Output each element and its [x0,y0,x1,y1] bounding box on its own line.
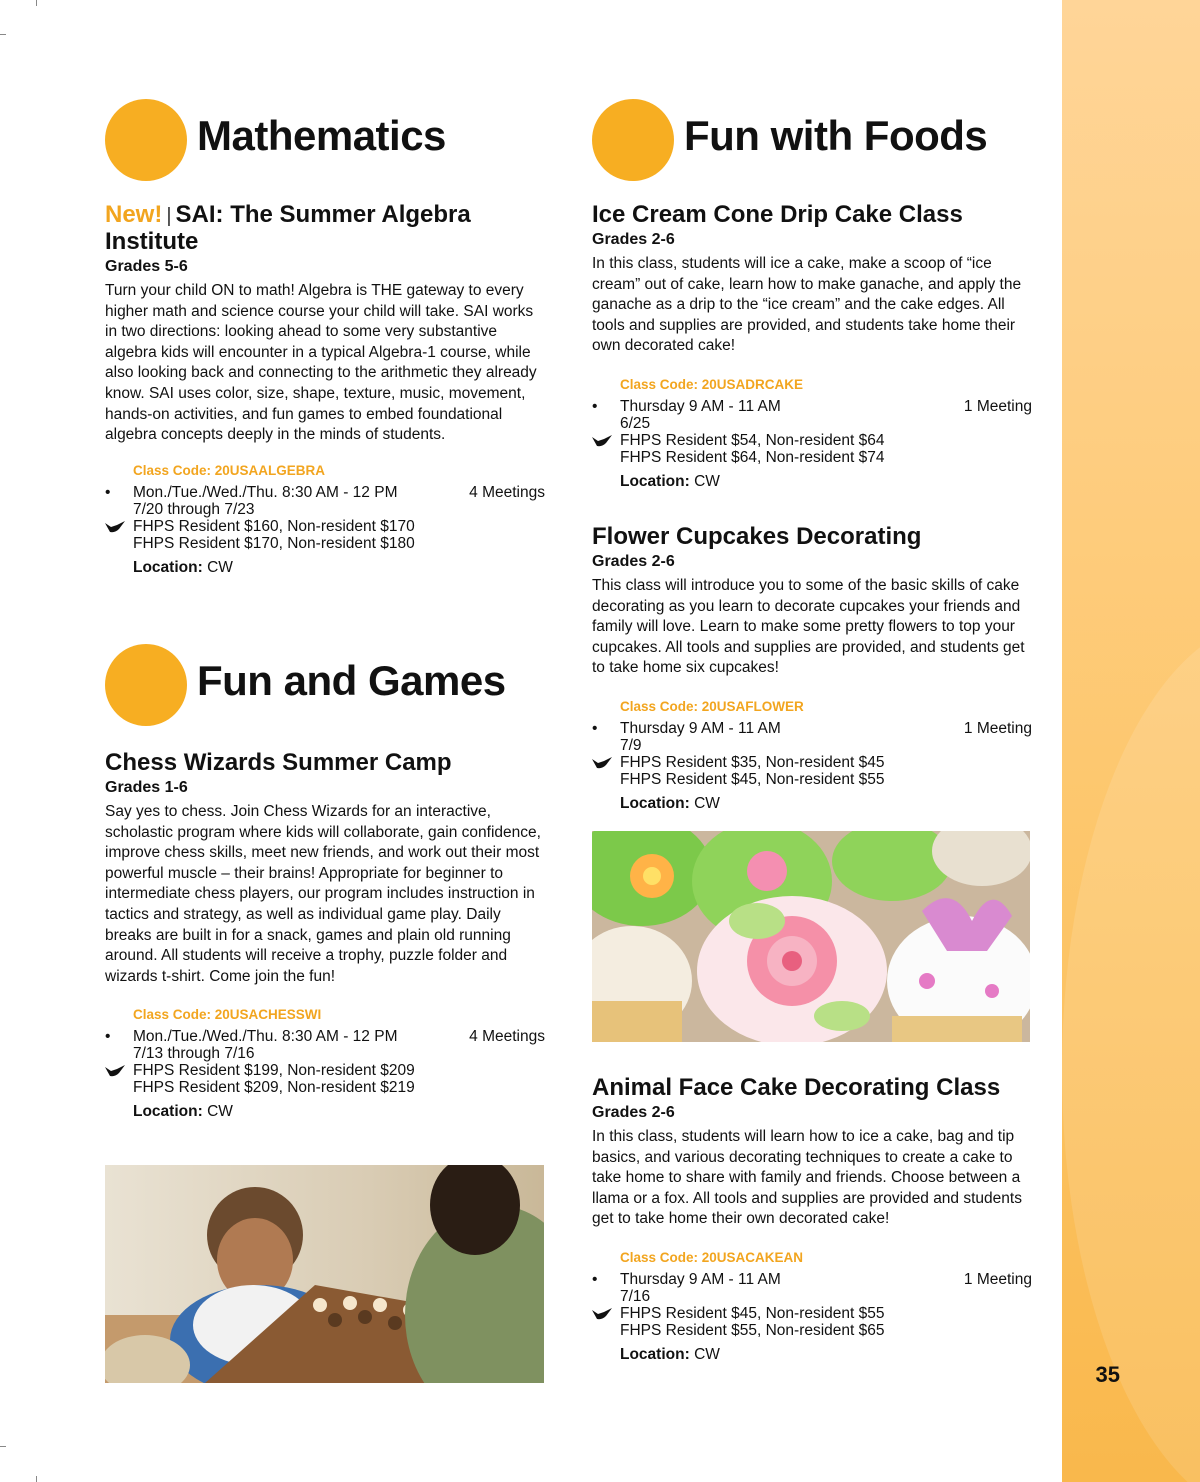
crop-mark [36,0,37,6]
section-header-fun-and-games [105,644,545,728]
bullet-icon: • [592,397,598,415]
section-circle-icon [105,644,187,726]
bullet-icon: • [592,1270,598,1288]
fee-early: FHPS Resident $160, Non-resident $170 [133,517,415,535]
fee-early-row [133,1062,545,1079]
fee-early-row [620,1305,1032,1322]
course-description: In this class, students will ice a cake, make a scoop of “ice cream” out of cake, learn how to make ganache, and apply the ganache as a drip to the “ice cream” and the cake edges. All tools and supplies are provided, and students take home their own decorated cake! [592,255,1022,355]
meetings: 1 Meeting [963,719,1032,737]
meetings: 1 Meeting [963,1270,1032,1288]
section-header-fun-with-foods [592,99,1032,183]
fee-regular: FHPS Resident $209, Non-resident $219 [133,1079,415,1097]
title-separator: | [166,205,172,227]
fee-early-row [620,754,1032,771]
location-row [133,559,545,577]
course-sai [105,202,545,577]
fee-regular: FHPS Resident $170, Non-resident $180 [133,534,415,552]
schedule-row [105,483,545,501]
crop-mark [36,1476,37,1482]
dates-row: 7/13 through 7/16 [133,1045,255,1063]
schedule-row [592,1270,1032,1288]
fee-early: FHPS Resident $35, Non-resident $45 [620,753,885,771]
course-info [592,376,1032,491]
dates-row: 6/25 [620,414,651,432]
location: CW [207,558,233,576]
bullet-icon: • [592,719,598,737]
section-title: Fun and Games [197,657,506,704]
schedule-row [592,397,1032,415]
schedule: Mon./Tue./Wed./Thu. 8:30 AM - 12 PM [133,1028,398,1046]
course-description: Turn your child ON to math! Algebra is THE gateway to every higher math and science course your child will take. SAI works in two directions: looking ahead to some very substantive algebra kids will encounter in a typical Algebra-1 course, while also looking back and connecting to the arithmetic they already know. SAI uses color, size, shape, texture, music, movement, hands-on activities, and fun games to embed foundational algebra concepts deeply in the minds of students. [105,282,537,444]
meetings: 1 Meeting [963,397,1032,415]
chess-photo [105,1165,544,1383]
course-title: Ice Cream Cone Drip Cake Class [592,201,963,228]
course-flower-cupcakes [592,524,1032,813]
location-label: Location: [133,1103,203,1121]
chess-photo-illustration [105,1165,544,1383]
section-title: Mathematics [197,112,446,159]
fee-regular: FHPS Resident $55, Non-resident $65 [620,1321,885,1339]
schedule: Thursday 9 AM - 11 AM [620,719,781,737]
sidebar-swoosh [1062,620,1200,1482]
course-animal-face-cake [592,1075,1032,1364]
location-label: Location: [620,794,690,812]
course-grades: Grades 2-6 [592,231,675,248]
fee-early: FHPS Resident $45, Non-resident $55 [620,1304,885,1322]
course-info [592,698,1032,813]
course-description: This class will introduce you to some of the basic skills of cake decorating as you learn to decorate cupcakes your friends and family will love. Learn to make some pretty flowers to top your cupcakes. All tools and supplies are provided, and students get to take home six cupcakes! [592,577,1025,677]
crop-mark [0,1446,6,1447]
course-title: Flower Cupcakes Decorating [592,523,922,550]
fee-early-row [620,432,1032,449]
bullet-icon: • [105,483,111,501]
crop-mark [0,34,6,35]
schedule: Mon./Tue./Wed./Thu. 8:30 AM - 12 PM [133,483,398,501]
location-row [133,1103,545,1121]
class-code: Class Code: 20USAALGEBRA [133,462,326,478]
class-code: Class Code: 20USAFLOWER [620,698,804,714]
fee-regular: FHPS Resident $64, Non-resident $74 [620,448,885,466]
schedule: Thursday 9 AM - 11 AM [620,397,781,415]
course-info [105,1006,545,1121]
course-description: Say yes to chess. Join Chess Wizards for an interactive, scholastic program where kids will collaborate, gain confidence, improve chess skills, meet new friends, and work out their most powerful muscle – their brains! Appropriate for beginner to intermediate chess players, our program includes instruction in tactics and strategy, as well as individual game play. Daily breaks are built in for a snack, games and plain old running around. All students will receive a trophy, puzzle folder and wizards t-shirt. Come join the fun! [105,803,541,985]
location-label: Location: [620,472,690,490]
location: CW [694,794,720,812]
location-label: Location: [620,1345,690,1363]
section-header-mathematics [105,99,545,183]
location-row [620,1346,1032,1364]
course-title: Animal Face Cake Decorating Class [592,1074,1001,1101]
fee-early-row [133,518,545,535]
dates-row: 7/16 [620,1287,651,1305]
early-bird-cup-icon [592,756,612,770]
cupcakes-photo [592,831,1030,1042]
section-circle-icon [105,99,187,181]
schedule: Thursday 9 AM - 11 AM [620,1270,781,1288]
course-title: Chess Wizards Summer Camp [105,749,452,776]
course-title [105,202,545,255]
location-row [620,473,1032,491]
dates-row: 7/20 through 7/23 [133,500,255,518]
section-circle-icon [592,99,674,181]
course-info [105,462,545,577]
course-title-text: SAI: The Summer Algebra Institute [105,201,471,255]
new-badge: New! [105,201,163,228]
course-grades: Grades 2-6 [592,553,675,570]
class-code: Class Code: 20USACAKEAN [620,1249,804,1265]
fee-regular: FHPS Resident $45, Non-resident $55 [620,770,885,788]
meetings: 4 Meetings [469,1028,545,1046]
course-ice-cream-cake [592,202,1032,491]
location-label: Location: [133,558,203,576]
fee-early: FHPS Resident $54, Non-resident $64 [620,431,885,449]
course-info [592,1249,1032,1364]
schedule-row [105,1028,545,1046]
fee-early: FHPS Resident $199, Non-resident $209 [133,1062,415,1080]
course-grades: Grades 1-6 [105,779,188,796]
page-sidebar-band [1062,0,1200,1482]
course-grades: Grades 2-6 [592,1104,675,1121]
class-code: Class Code: 20USACHESSWI [133,1007,322,1023]
class-code: Class Code: 20USADRCAKE [620,376,804,392]
course-chess [105,750,545,1121]
early-bird-cup-icon [592,1307,612,1321]
location: CW [207,1103,233,1121]
schedule-row [592,719,1032,737]
page-number: 35 [1095,1362,1120,1387]
location: CW [694,472,720,490]
location-row [620,795,1032,813]
early-bird-cup-icon [592,434,612,448]
location: CW [694,1345,720,1363]
meetings: 4 Meetings [469,483,545,501]
early-bird-cup-icon [105,1064,125,1078]
course-description: In this class, students will learn how to ice a cake, bag and tip basics, and various decorating techniques to create a cake to take home to share with family and friends. Choose between a llama or a fox. All tools and supplies are provided and students get to take home their own decorated cake! [592,1128,1022,1228]
early-bird-cup-icon [105,520,125,534]
section-title: Fun with Foods [684,112,988,159]
cupcakes-photo-illustration [592,831,1030,1042]
bullet-icon: • [105,1028,111,1046]
course-grades: Grades 5-6 [105,258,188,275]
dates-row: 7/9 [620,736,642,754]
